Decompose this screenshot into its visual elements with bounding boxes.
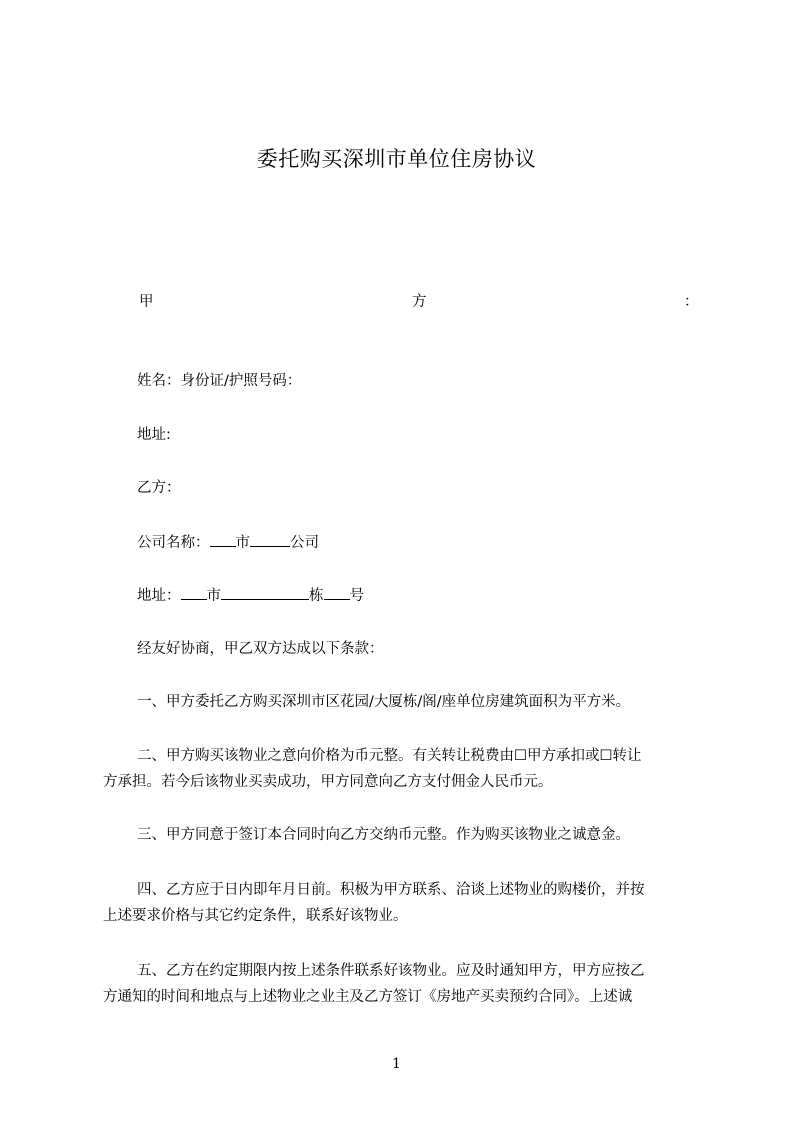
party-a-label-char2: 方 xyxy=(412,294,427,310)
clause-5-line-1: 五、乙方在约定期限内按上述条件联系好该物业。应及时通知甲方，甲方应按乙 xyxy=(137,963,645,979)
address-building-blank xyxy=(221,585,309,600)
address-number-suffix: 号 xyxy=(349,588,364,604)
clause-4-line-2: 上述要求价格与其它约定条件，联系好该物业。 xyxy=(103,908,408,924)
party-b-company-line xyxy=(137,532,319,553)
address-city-suffix: 市 xyxy=(206,588,221,604)
clause-5-line-2: 方通知的时间和地点与上述物业之业主及乙方签订《房地产买卖预约合同》。上述诚 xyxy=(103,989,633,1005)
address-number-blank xyxy=(324,585,350,600)
city-blank xyxy=(210,532,236,547)
clause-1-line-1: 一、甲方委托乙方购买深圳市区花园/大厦栋/阁/座单位房建筑面积为平方米。 xyxy=(137,694,631,710)
clause-2-line-2: 方承担。若今后该物业买卖成功，甲方同意向乙方支付佣金人民币元。 xyxy=(103,774,553,790)
clause-2-line-1: 二、甲方购买该物业之意向价格为币元整。有关转让税费由☐甲方承扣或☐转让 xyxy=(137,748,642,764)
intro-line: 经友好协商，甲乙双方达成以下条款： xyxy=(137,641,384,657)
page-number: 1 xyxy=(392,1056,401,1072)
clause-4-line-1: 四、乙方应于日内即年月日前。积极为甲方联系、洽谈上述物业的购楼价，并按 xyxy=(137,882,645,898)
party-a-label-char1: 甲 xyxy=(139,294,154,310)
company-prefix: 公司名称： xyxy=(137,535,210,551)
clause-3-line-1: 三、甲方同意于签订本合同时向乙方交纳币元整。作为购买该物业之诚意金。 xyxy=(137,827,630,843)
address-building-suffix: 栋 xyxy=(309,588,324,604)
party-b-address-line xyxy=(137,585,364,606)
party-a-address-line: 地址: xyxy=(137,427,171,443)
address-city-blank xyxy=(181,585,207,600)
company-city-suffix: 市 xyxy=(235,535,250,551)
party-b-label: 乙方： xyxy=(137,480,181,496)
company-blank xyxy=(250,532,290,547)
party-a-name-id-line: 姓名：身份证/护照号码： xyxy=(137,373,302,389)
document-title: 委托购买深圳市单位住房协议 xyxy=(256,147,537,171)
party-a-label-colon: ： xyxy=(684,294,699,310)
address-prefix: 地址： xyxy=(137,588,181,604)
company-suffix: 公司 xyxy=(290,535,319,551)
